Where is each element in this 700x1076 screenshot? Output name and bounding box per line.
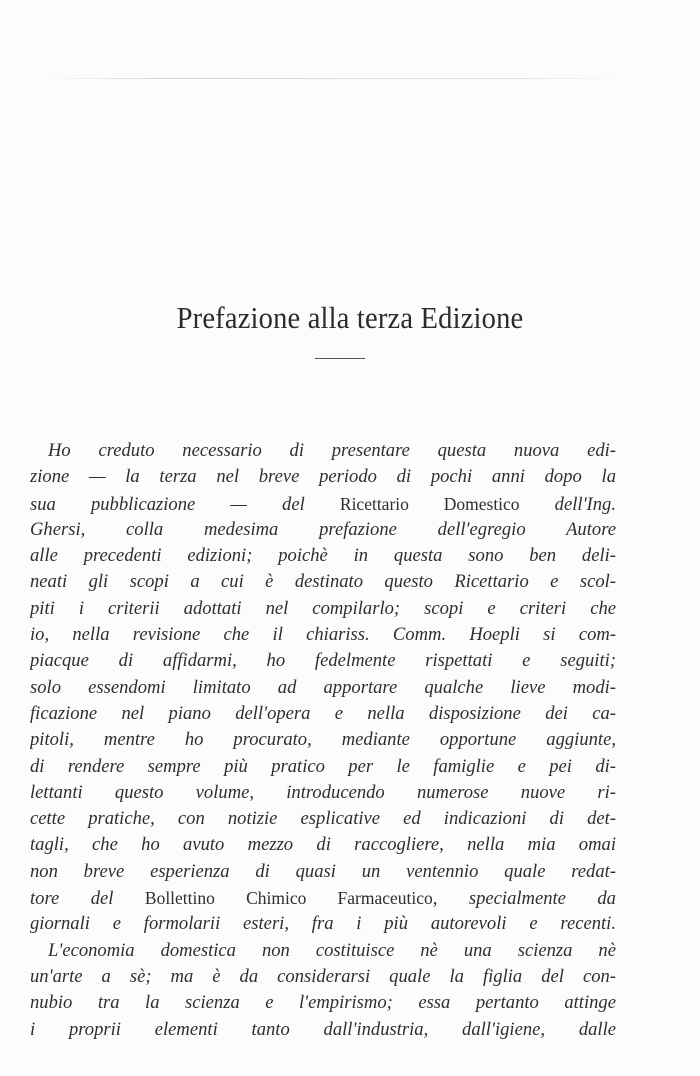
italic-text: tore del [30, 888, 145, 910]
text-line [30, 596, 616, 622]
italic-text: zione — la terza nel breve periodo di pochi anni dopo la [30, 466, 616, 488]
italic-text: pitoli, mentre ho procurato, mediante opportune aggiunte, [30, 729, 616, 751]
text-line [30, 832, 616, 858]
text-line [30, 806, 616, 832]
italic-text: giornali e formolarii esteri, fra i più autorevoli e recenti. [30, 913, 616, 935]
text-line [30, 543, 616, 569]
italic-text: cette pratiche, con notizie esplicative ed indicazioni di det- [30, 808, 616, 830]
text-line [30, 622, 616, 648]
text-line [30, 569, 616, 595]
text-line [30, 990, 616, 1016]
top-rule [40, 78, 630, 79]
text-line [30, 1017, 616, 1043]
text-line [30, 438, 616, 464]
italic-text: lettanti questo volume, introducendo numerose nuove ri- [30, 781, 616, 803]
italic-text: piti i criterii adottati nel compilarlo; scopi e criteri che [30, 597, 616, 619]
italic-text: , specialmente da [432, 888, 616, 910]
text-line [30, 517, 616, 543]
text-line [30, 859, 616, 885]
text-line [30, 464, 616, 490]
text-line [30, 727, 616, 753]
italic-text: solo essendomi limitato ad apportare qualche lieve modi- [30, 676, 616, 698]
italic-text: ficazione nel piano dell'opera e nella disposizione dei ca- [30, 702, 616, 724]
text-line [30, 675, 616, 701]
italic-text: piacque di affidarmi, ho fedelmente rispettati e seguiti; [30, 650, 616, 672]
italic-text: non breve esperienza di quasi un ventennio quale redat- [30, 860, 616, 882]
italic-text: di rendere sempre più pratico per le famiglie e pei di- [30, 755, 616, 777]
italic-text: un'arte a sè; ma è da considerarsi quale la figlia del con- [30, 965, 616, 987]
italic-text: io, nella revisione che il chiariss. Comm. Hoepli si com- [30, 624, 616, 646]
italic-text: Ghersi, colla medesima prefazione dell'egregio Autore [30, 518, 616, 540]
italic-text: L'economia domestica non costituisce nè una scienza nè [48, 939, 616, 961]
text-line [30, 780, 616, 806]
text-line [30, 964, 616, 990]
italic-text: dell'Ing. [519, 493, 616, 515]
italic-text: nubio tra la scienza e l'empirismo; essa pertanto attinge [30, 992, 616, 1014]
text-line [30, 754, 616, 780]
text-line [30, 701, 616, 727]
page-title: Prefazione alla terza Edizione [176, 300, 524, 335]
italic-text: tagli, che ho avuto mezzo di raccogliere, nella mia omai [30, 834, 616, 856]
roman-text: Ricettario Domestico [339, 493, 520, 514]
roman-text: Bollettino Chimico Farmaceutico [144, 888, 433, 909]
preface-body [30, 438, 616, 1043]
text-line [30, 885, 616, 911]
italic-text: Ho creduto necessario di presentare questa nuova edi- [48, 440, 616, 461]
text-line [30, 648, 616, 674]
text-line [30, 911, 616, 937]
italic-text: alle precedenti edizioni; poichè in questa sono ben deli- [30, 545, 616, 567]
text-line [30, 491, 616, 517]
italic-text: i proprii elementi tanto dall'industria, dall'igiene, dalle [30, 1018, 616, 1040]
italic-text: neati gli scopi a cui è destinato questo Ricettario e scol- [30, 571, 616, 593]
text-line [30, 938, 616, 964]
title-divider [315, 358, 365, 359]
italic-text: sua pubblicazione — del [30, 493, 340, 515]
